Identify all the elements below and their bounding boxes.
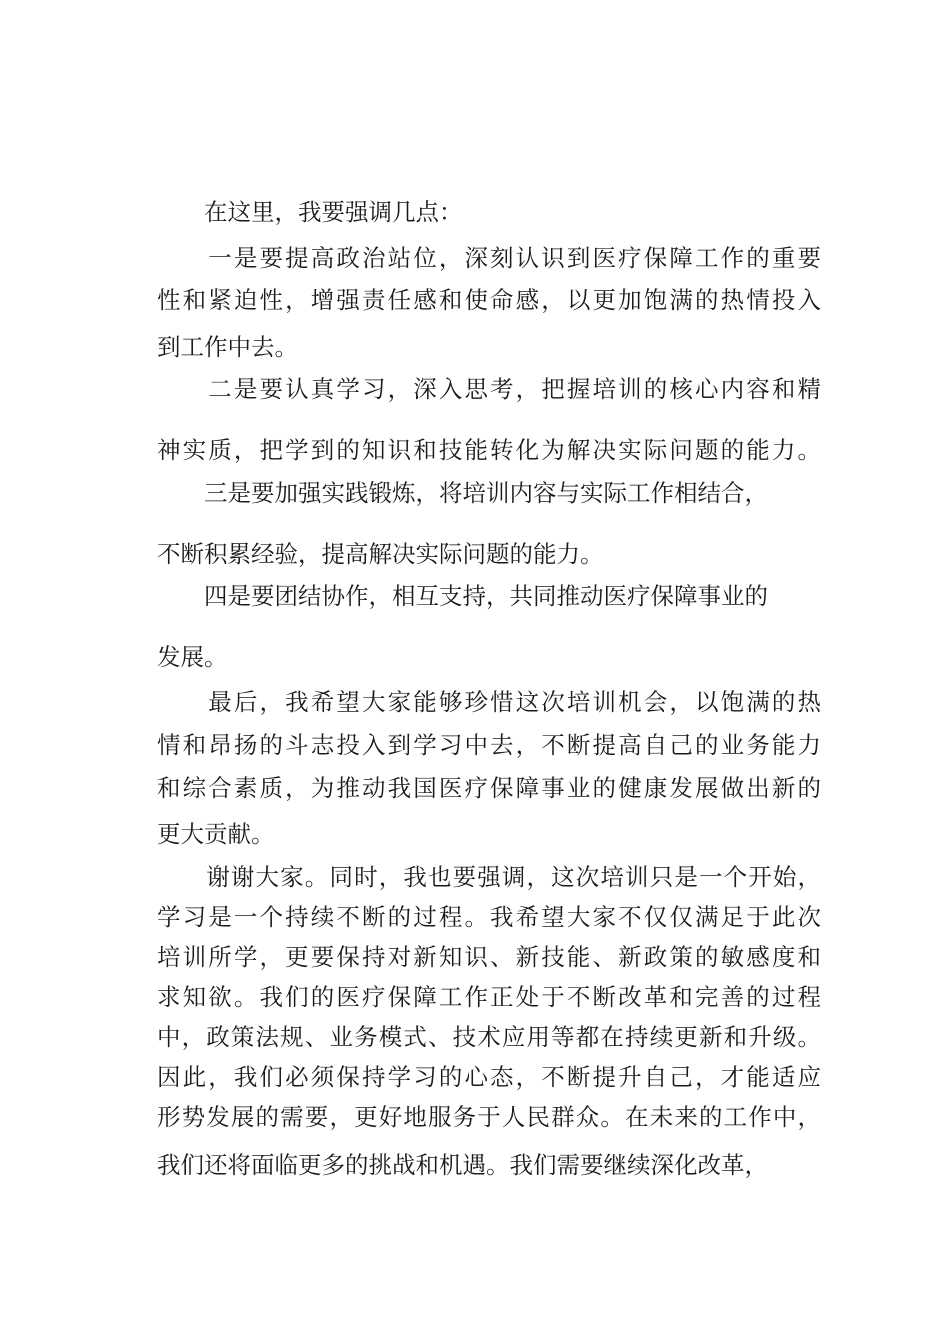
text-line-11: 最后，我希望大家能够珍惜这次培训机会，以饱满的热	[157, 688, 821, 716]
text-line-3: 性和紧迫性，增强责任感和使命感，以更加饱满的热情投入	[157, 286, 821, 314]
text-line-7: 三是要加强实践锻炼，将培训内容与实际工作相结合，	[157, 479, 768, 507]
text-line-1: 在这里，我要强调几点：	[157, 198, 463, 226]
text-line-5: 二是要认真学习，深入思考，把握培训的核心内容和精	[157, 375, 821, 403]
text-line-13: 和综合素质，为推动我国医疗保障事业的健康发展做出新的	[157, 774, 821, 802]
text-line-10: 发展。	[157, 643, 228, 671]
text-line-14: 更大贡献。	[157, 820, 275, 848]
text-line-20: 因此，我们必须保持学习的心态，不断提升自己，才能适应	[157, 1063, 821, 1091]
text-line-2: 一是要提高政治站位，深刻认识到医疗保障工作的重要	[157, 244, 821, 272]
text-line-19: 中，政策法规、业务模式、技术应用等都在持续更新和升级。	[157, 1023, 821, 1051]
text-line-15: 谢谢大家。同时，我也要强调，这次培训只是一个开始，	[157, 863, 821, 891]
text-line-8: 不断积累经验，提高解决实际问题的能力。	[157, 540, 604, 568]
text-line-22: 我们还将面临更多的挑战和机遇。我们需要继续深化改革，	[157, 1151, 768, 1179]
text-line-21: 形势发展的需要，更好地服务于人民群众。在未来的工作中，	[157, 1103, 821, 1131]
text-line-18: 求知欲。我们的医疗保障工作正处于不断改革和完善的过程	[157, 983, 821, 1011]
text-line-9: 四是要团结协作，相互支持，共同推动医疗保障事业的	[157, 582, 768, 610]
text-line-6: 神实质，把学到的知识和技能转化为解决实际问题的能力。	[157, 436, 821, 464]
text-line-12: 情和昂扬的斗志投入到学习中去，不断提高自己的业务能力	[157, 731, 821, 759]
text-line-4: 到工作中去。	[157, 333, 298, 361]
text-line-16: 学习是一个持续不断的过程。我希望大家不仅仅满足于此次	[157, 903, 821, 931]
text-line-17: 培训所学，更要保持对新知识、新技能、新政策的敏感度和	[157, 943, 821, 971]
